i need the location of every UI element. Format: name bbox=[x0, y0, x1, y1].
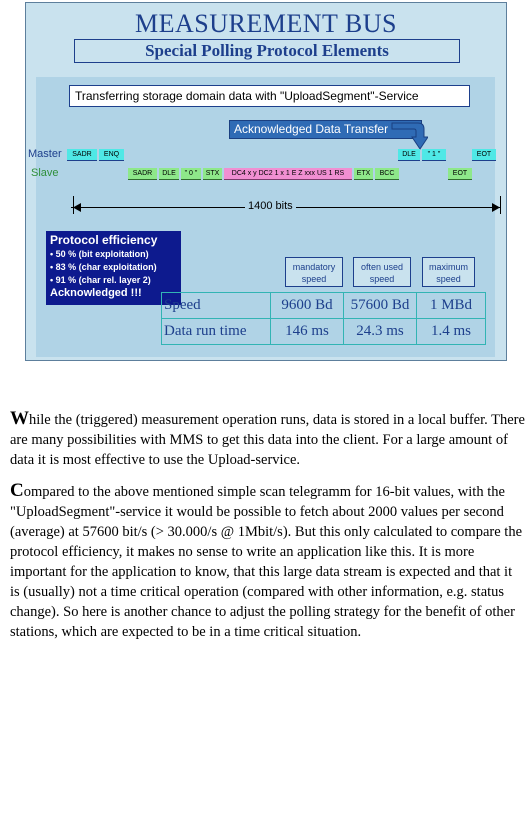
efficiency-item: • 91 % (char rel. layer 2) bbox=[50, 275, 151, 285]
slave-row-label: Slave bbox=[31, 167, 59, 179]
paragraph-1 bbox=[10, 409, 525, 470]
ack-arrow-icon bbox=[388, 121, 428, 151]
header-maximum-speed bbox=[422, 257, 475, 287]
paragraph-text: ompared to the above mentioned simple scan telegramm for 16-bit values, with the "UploadSegment"-service it would be possible to fetch about 2000 values per second (average) at 57600 bit/s (> 30.000/s @ 1Mbit/s). But this only calculated to compare the protocol efficiency, it makes no sense to write an application like this. It is more important for the application to know, that this large data stream is expected and that it is (usually) not a time critical operation (compared with other information, e.g. status change). So here is another chance to adjust the polling strategy for the benefit of other stations, which are expected to be in a time critical situation. bbox=[10, 484, 523, 640]
master-cell-one: " 1 " bbox=[422, 149, 446, 161]
header-line: often used bbox=[360, 262, 404, 272]
master-cell-dle: DLE bbox=[398, 149, 420, 161]
bits-tick-right bbox=[500, 196, 501, 214]
table-cell: 9600 Bd bbox=[271, 293, 344, 319]
paragraph-text: hile the (triggered) measurement operation runs, data is stored in a local buffer. There are many possibilities with MMS to get this data into the client. For a large amount of data it is most effective to use the Upload-service. bbox=[10, 412, 525, 468]
slave-cell-bcc: BCC bbox=[375, 168, 399, 180]
ack-label: Acknowledged Data Transfer bbox=[229, 120, 422, 139]
row-label: Data run time bbox=[162, 319, 271, 345]
master-cell-eot: EOT bbox=[472, 149, 496, 161]
master-row-label: Master bbox=[28, 148, 62, 160]
master-cell-enq: ENQ bbox=[99, 149, 124, 161]
slave-cell-zero: " 0 " bbox=[181, 168, 201, 180]
table-cell: 146 ms bbox=[271, 319, 344, 345]
header-line: mandatory bbox=[292, 262, 336, 272]
arrow-right-icon bbox=[492, 203, 500, 212]
table-cell: 24.3 ms bbox=[344, 319, 417, 345]
paragraph-2 bbox=[10, 481, 525, 642]
slave-cell-etx: ETX bbox=[354, 168, 373, 180]
table-cell: 1 MBd bbox=[417, 293, 486, 319]
row-label: Speed bbox=[162, 293, 271, 319]
master-cell-sadr: SADR bbox=[67, 149, 97, 161]
table-row bbox=[162, 293, 486, 319]
slave-cell-data: DC4 x y DC2 1 x 1 E Z xxx US 1 RS bbox=[224, 168, 352, 180]
header-line: speed bbox=[369, 274, 395, 284]
efficiency-ack: Acknowledged !!! bbox=[50, 287, 142, 299]
slave-cell-sadr: SADR bbox=[128, 168, 157, 180]
header-line: speed bbox=[301, 274, 327, 284]
efficiency-item: • 83 % (char exploitation) bbox=[50, 262, 157, 272]
header-often-used-speed bbox=[353, 257, 411, 287]
header-mandatory-speed bbox=[285, 257, 343, 287]
slave-cell-stx: STX bbox=[203, 168, 222, 180]
table-cell: 1.4 ms bbox=[417, 319, 486, 345]
header-line: speed bbox=[436, 274, 461, 284]
arrow-left-icon bbox=[73, 203, 81, 212]
slide bbox=[25, 2, 507, 361]
slide-title: MEASUREMENT BUS bbox=[134, 9, 397, 38]
header-line: maximum bbox=[428, 262, 468, 272]
bits-label: 1400 bits bbox=[245, 200, 296, 212]
efficiency-title: Protocol efficiency bbox=[50, 233, 158, 247]
speed-table bbox=[161, 292, 486, 345]
slave-cell-dle: DLE bbox=[159, 168, 179, 180]
table-row bbox=[162, 319, 486, 345]
slide-subtitle: Special Polling Protocol Elements bbox=[74, 39, 460, 63]
efficiency-item: • 50 % (bit exploitation) bbox=[50, 249, 149, 259]
slave-cell-eot: EOT bbox=[448, 168, 472, 180]
table-cell: 57600 Bd bbox=[344, 293, 417, 319]
drop-cap: W bbox=[10, 408, 29, 429]
transfer-caption: Transferring storage domain data with "UploadSegment"-Service bbox=[69, 85, 470, 107]
drop-cap: C bbox=[10, 480, 24, 501]
